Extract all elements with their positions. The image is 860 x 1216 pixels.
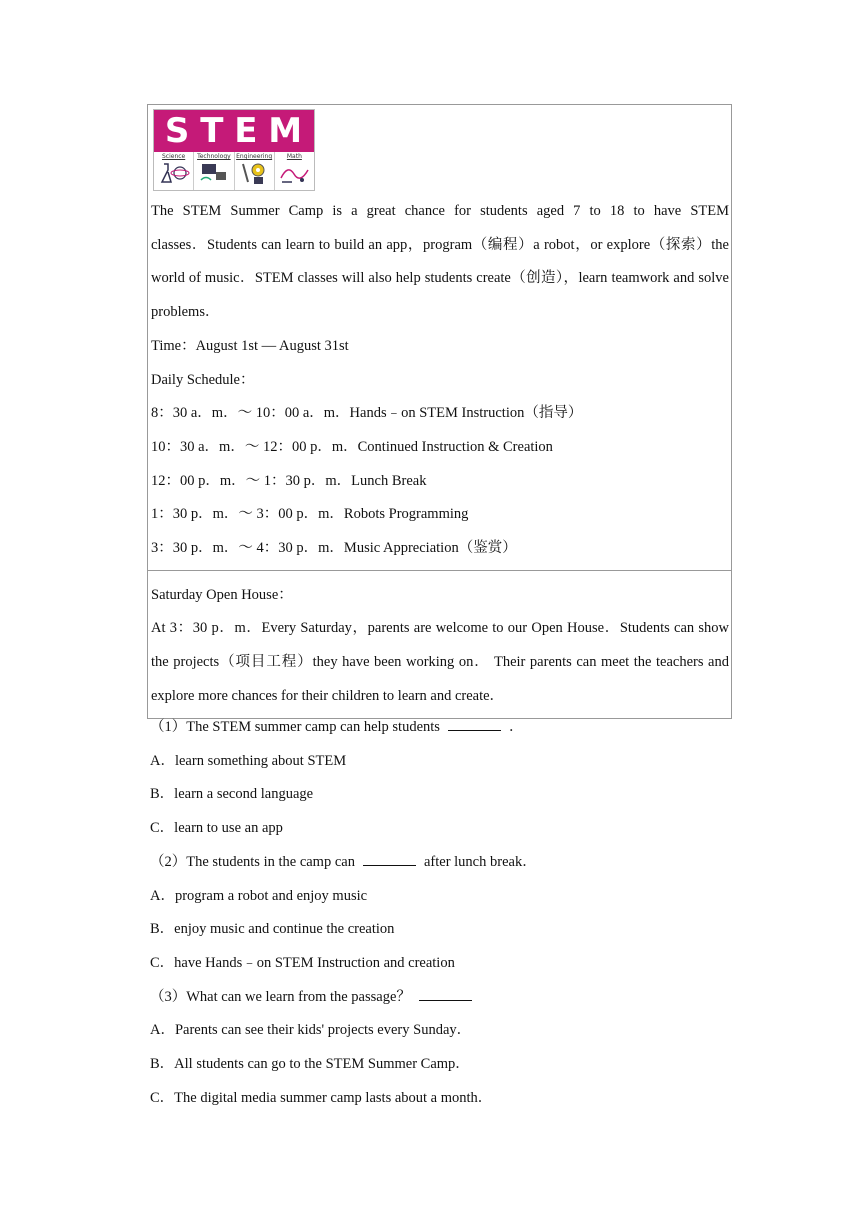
option: B．enjoy music and continue the creation xyxy=(150,921,395,938)
stem-logo-letter: T xyxy=(200,111,225,151)
stem-logo xyxy=(153,109,315,191)
flask-icon xyxy=(158,160,190,186)
passage-line: problems． xyxy=(151,304,220,321)
devices-icon xyxy=(198,160,230,186)
option: B．learn a second language xyxy=(150,786,314,803)
option: C．have Hands﹣on STEM Instruction and creation xyxy=(150,954,455,971)
option: C．learn to use an app xyxy=(150,820,283,837)
stem-logo-letter: M xyxy=(268,111,304,151)
stem-logo-letter: E xyxy=(234,111,259,151)
engineering-cell xyxy=(235,152,275,190)
passage-line: The STEM Summer Camp is a great chance for students aged 7 to 18 to have STEM xyxy=(151,203,729,219)
camp-time: Time：August 1st — August 31st xyxy=(151,337,349,354)
science-cell xyxy=(154,152,194,190)
question-2-text: （2）The students in the camp can xyxy=(150,853,355,870)
schedule-item: 12：00 p．m．～ 1：30 p．m．Lunch Break xyxy=(151,472,427,489)
option: A．Parents can see their kids' projects every Sunday． xyxy=(150,1022,472,1039)
passage-line: classes．Students can learn to build an app，program（编程）a robot，or explore（探索）the xyxy=(151,236,729,253)
question-stem xyxy=(150,711,735,745)
questions-section xyxy=(150,711,735,1115)
gear-icon xyxy=(238,160,270,186)
question-2-tail: after lunch break． xyxy=(423,853,537,870)
science-label: Science xyxy=(161,153,186,160)
answer-blank xyxy=(363,854,416,866)
passage-row-open-house xyxy=(148,571,731,718)
stem-logo-letter: S xyxy=(164,111,191,151)
option: A．program a robot and enjoy music xyxy=(150,887,368,904)
open-house-line: At 3：30 p．m．Every Saturday，parents are welcome to our Open House．Students can show xyxy=(151,620,729,637)
option: C．The digital media summer camp lasts about a month． xyxy=(150,1089,493,1106)
math-cell xyxy=(275,152,314,190)
passage-row-main xyxy=(148,105,731,571)
technology-label: Technology xyxy=(197,153,231,160)
question-1-tail: ． xyxy=(508,719,524,735)
passage-line: world of music．STEM classes will also help students create（创造），learn teamwork and solve xyxy=(151,270,729,287)
answer-blank xyxy=(419,989,472,1001)
engineering-label: Engineering xyxy=(236,153,273,160)
question-stem xyxy=(150,846,735,880)
stem-logo-banner xyxy=(154,110,314,152)
schedule-item: 1：30 p．m．～ 3：00 p．m．Robots Programming xyxy=(151,506,469,523)
open-house-line: explore more chances for their children to learn and create． xyxy=(151,687,505,704)
open-house-title: Saturday Open House： xyxy=(151,586,293,603)
question-stem xyxy=(150,981,735,1015)
schedule-item: 8：30 a．m．～ 10：00 a．m．Hands﹣on STEM Instruction（指导） xyxy=(151,405,583,422)
schedule-title: Daily Schedule： xyxy=(151,371,255,388)
question-3-text: （3）What can we learn from the passage？ xyxy=(150,988,411,1005)
open-house-line: the projects（项目工程）they have been working on． Their parents can meet the teachers and xyxy=(151,654,729,671)
schedule-item: 3：30 p．m．～ 4：30 p．m．Music Appreciation（鉴赏） xyxy=(151,540,517,557)
technology-cell xyxy=(194,152,234,190)
option: B．All students can go to the STEM Summer Camp． xyxy=(150,1056,470,1073)
question-1-text: （1）The STEM summer camp can help students xyxy=(150,719,440,735)
stem-logo-cells xyxy=(154,152,314,190)
math-graph-icon xyxy=(278,160,310,186)
schedule-item: 10：30 a．m．～ 12：00 p．m．Continued Instruction & Creation xyxy=(151,438,553,455)
math-label: Math xyxy=(286,153,302,160)
answer-blank xyxy=(448,719,501,731)
option: A．learn something about STEM xyxy=(150,752,347,769)
passage-table xyxy=(147,104,732,719)
